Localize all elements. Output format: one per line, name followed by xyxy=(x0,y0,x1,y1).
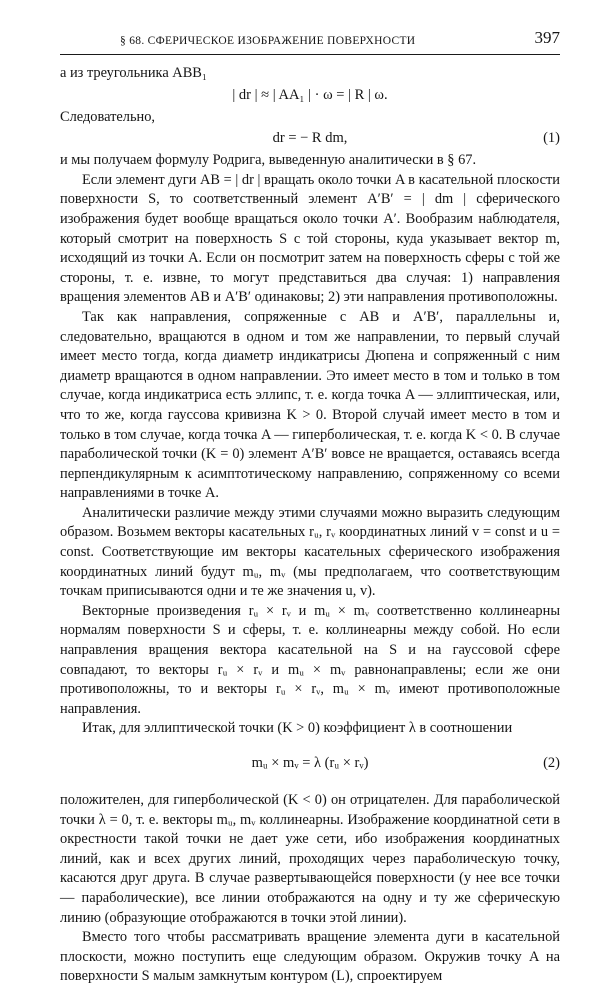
equation-2 xyxy=(60,739,560,791)
paragraph: Если элемент дуги AB = | dr | вращать около точки A в касательной плоскости поверхности S, то соответственный элемент A′B′ = | dm | сферического изображения будет вообще вращаться около точки A′. Вообразим наблюдателя, который смотрит на поверхность S с той стороны, куда указывает вектор m, исходящий из точки A. Если он посмотрит затем на поверхность сферы с той же стороны, т. е. извне, то могут представиться два случая: 1) направления вращения элементов AB и A′B′ одинаковы; 2) эти направления противоположны. xyxy=(60,171,560,306)
paragraph: а из треугольника ABB₁ xyxy=(60,65,207,81)
paragraph: Так как направления, сопряженные с AB и A′B′, параллельны и, следовательно, вращаются в одном и том же направлении, то первый случай имеет место тогда, когда диаметр индикатрисы Дюпена и сопряженный с ним диаметр вращаются в одном направлении. Это имеет место в том и только в том случае, когда индикатриса есть эллипс, т. е. когда точка A — эллиптическая, или, что то же, когда гауссова кривизна K > 0. Второй случай имеет место в том и только в том случае, когда точка A — гиперболическая, т. е. когда K < 0. В случае параболической точки (K = 0) элемент A′B′ вовсе не вращается, оставаясь всегда перпендикулярным к асимптотическому направлению, сопряженному со всеми направлениями в точке A. xyxy=(60,308,560,502)
paragraph: и мы получаем формулу Родрига, выведенную аналитически в § 67. xyxy=(60,152,477,169)
equation-number: (2) xyxy=(543,755,560,771)
equation-number: (1) xyxy=(543,130,560,147)
equation-text: dr = − R dm, xyxy=(272,130,348,147)
paragraph: Вместо того чтобы рассматривать вращение элемента дуги в касательной плоскости, можно поступить еще следующим образом. Окружив точку A на поверхности S малым замкнутым контуром (L), спроектируем xyxy=(60,929,560,985)
paragraph: Аналитически различие между этими случаями можно выразить следующим образом. Возьмем векторы касательных rᵤ, rᵥ координатных линий v = const и u = const. Соответствующие им векторы касательных сферического изображения координатных линий будут mᵤ, mᵥ (мы предполагаем, что соответствующим точкам приписываются одни и те же значения u, v). xyxy=(60,504,560,600)
equation-1 xyxy=(60,127,560,151)
paragraph: Итак, для эллиптической точки (K > 0) коэффициент λ в соотношении xyxy=(82,720,513,737)
paragraph: Векторные произведения rᵤ × rᵥ и mᵤ × mᵥ соответственно коллинеарны нормалям поверхности S и сферы, т. е. коллинеарны между собой. Но если направления вращения вектора касательной на S и на гауссовой сфере совпадают, то векторы rᵤ × rᵥ и mᵤ × mᵥ равнонаправлены; если же они противоположны, то и векторы rᵤ × rᵥ, mᵤ × mᵥ имеют противоположные направления. xyxy=(60,602,560,717)
section-title: § 68. СФЕРИЧЕСКОЕ ИЗОБРАЖЕНИЕ ПОВЕРХНОСТИ xyxy=(120,35,416,47)
running-header xyxy=(60,26,560,55)
page-number: 397 xyxy=(534,28,560,47)
paragraph: Следовательно, xyxy=(60,108,156,125)
equation-text: mᵤ × mᵥ = λ (rᵤ × rᵥ) xyxy=(251,755,369,771)
paragraph: положителен, для гиперболической (K < 0) он отрицателен. Для параболической точки λ = 0, т. е. векторы mᵤ, mᵥ коллинеарны. Изображение координатной сети в окрестности такой точки не дает уже сети, ибо изображения координатных линий, как и всех других линий, проходящих через параболическую точку, касаются друг друга. В случае развертывающейся поверхности (у нее все точки — параболические), все линии отображаются на одну и ту же сферическую линию (образующие отображаются в точки этой линии). xyxy=(60,792,560,926)
equation xyxy=(60,84,560,108)
equation-text: | dr | ≈ | AA₁ | · ω = | R | ω. xyxy=(232,86,388,103)
page-body xyxy=(60,64,560,987)
